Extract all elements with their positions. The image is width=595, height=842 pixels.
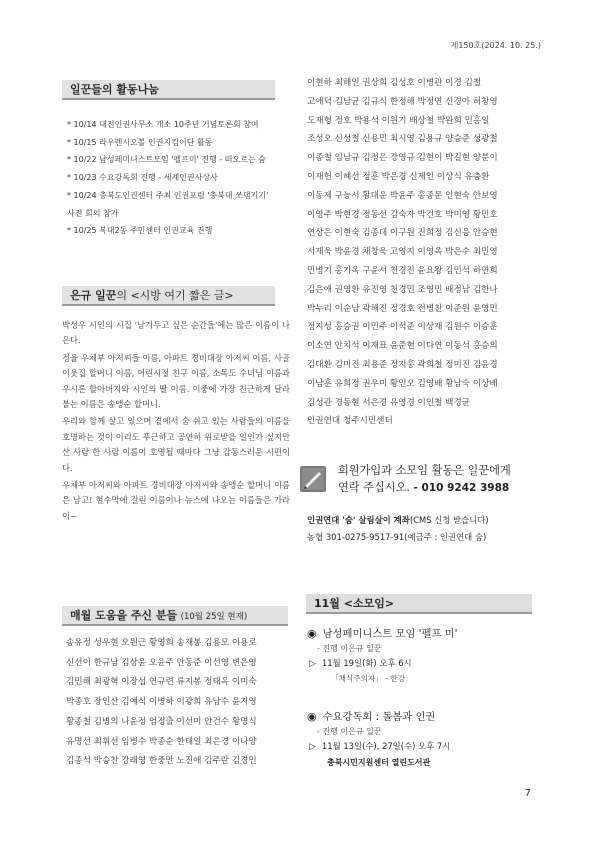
donor-row: 황종철 김병의 나윤정 엄정출 이선미 안건수 황명식 bbox=[66, 716, 257, 727]
list-item: * 10/24 충북도인권센터 주최 인권포럼 '충북대 쏘댐기기' bbox=[67, 190, 269, 200]
account-note: (CMS 신청 받습니다) bbox=[409, 515, 489, 525]
donor-row: 김민해 최광혁 이장섭 연규련 류지봉 정태옥 이미숙 bbox=[66, 677, 257, 688]
account-title: 인권연대 '숨' 살림살이 계좌 bbox=[307, 515, 410, 525]
bullet-icon: ◉ bbox=[307, 627, 317, 640]
essay-paragraph: 박성우 시인의 시집 '남겨두고 싶은 순간들'에는 많은 이름이 나온다. bbox=[62, 320, 290, 346]
essay-paragraph: 우체부 아저씨와 아파트 경비대장 아저씨와 송앵순 할머니 이름은 남고! 현수막에 걸린 이름이나 뉴스에 나오는 이름들은 가라이~ bbox=[62, 480, 290, 521]
triangle-icon: ▷ bbox=[309, 659, 316, 669]
pencil-note-icon bbox=[300, 466, 326, 492]
monthly-donors-date: (10월 25일 현재) bbox=[180, 612, 248, 622]
donor-row: 유명선 최휘선 임병수 박종순 한태일 최은경 이나양 bbox=[66, 736, 257, 747]
contact-box bbox=[300, 462, 540, 510]
donor-row: 민병기 홍기옥 구윤서 천경진 윤요왕 김민석 하연희 bbox=[307, 265, 498, 276]
meetup-material: 「채식주의자」 - 한강 bbox=[331, 674, 406, 683]
donor-row: 이재헌 이혜선 정훈 박은경 신제인 이상식 유충환 bbox=[307, 171, 490, 182]
list-item: * 10/14 대전인권사무소 개소 10주년 기념토론회 참여 bbox=[67, 120, 259, 129]
donor-row: 이현하 최해인 권상희 김성호 이병관 이경 김철 bbox=[307, 78, 482, 88]
donor-row: 연상은 이현숙 김종대 이구원 진희정 김신응 안승현 bbox=[307, 228, 498, 239]
meetup-title: 남성페미니스트 모임 '펠프 미' bbox=[322, 628, 458, 640]
activities-title: 일꾼들의 활동나눔 bbox=[70, 83, 159, 96]
triangle-icon: ▷ bbox=[309, 742, 316, 752]
essay-body bbox=[62, 318, 290, 526]
donor-row: 이동제 구능서 황대운 박윤주 홍종문 인현숙 안보영 bbox=[307, 190, 498, 201]
meetup-schedule: 11월 19일(화) 오후 6시 bbox=[321, 658, 412, 668]
monthly-donors-list bbox=[66, 634, 306, 772]
donor-row: 박누리 이순남 곽해진 정경호 전병찬 이준원 윤영민 bbox=[307, 303, 498, 314]
donor-row: 정지성 홍승권 이민주 이석준 이상재 김원수 이승훈 bbox=[307, 322, 498, 333]
donor-row: 신선이 한규남 김상윤 오윤주 안동준 이선영 변은영 bbox=[66, 657, 257, 668]
meetup-group bbox=[307, 709, 537, 770]
activities-list bbox=[67, 116, 297, 240]
list-item: * 10/22 남성페미니스트모임 '펠프미' 진행 - 떠오르는 숨 bbox=[67, 155, 266, 165]
donor-row: 이종철 임남규 김정은 강영규 김현이 박길현 양분이 bbox=[307, 153, 498, 164]
contact-line1: 회원가입과 소모임 활동은 일꾼에게 bbox=[338, 464, 511, 477]
contact-text bbox=[338, 462, 511, 497]
meetup-group bbox=[307, 626, 537, 686]
essay-paragraph: 정율 우체부 아저씨들 이름, 아파트 경비대장 아저씨 이름, 사골 이웃집 할머니 이름, 어린시절 친구 이름, 소목도 수녀님 이름과 우시론 할아버지와 시인의 딸 이름. 이중에 가장 친근하게 달라 붙는 이름은 송앵순 할머니. bbox=[62, 352, 290, 410]
essay-title-rest: 의 <시방 여기 짧은 글> bbox=[116, 289, 234, 302]
donor-row: 도재형 정호 박용석 이원기 배상철 박완희 민홍일 bbox=[307, 115, 490, 126]
donor-row: 인권연대 청주시민센터 bbox=[307, 416, 393, 427]
page-number: 7 bbox=[524, 788, 531, 799]
donor-row: 김성관 경동현 서은경 유영경 이인철 백경균 bbox=[307, 397, 471, 408]
account-line1 bbox=[307, 514, 489, 526]
donor-row: 고애덕 김남균 김규식 한정해 박정연 신경아 허창영 bbox=[307, 96, 498, 107]
donor-row: 김은애 권영환 유진영 천경민 조영민 배정남 김한나 bbox=[307, 284, 498, 295]
account-number: 농협 301-0275-9517-91(예금주 : 인권연대 숨) bbox=[307, 532, 487, 542]
meetup-lead: - 진행 이은규 일꾼 bbox=[317, 727, 382, 736]
donor-row: 김대환 김미진 최용준 정지홍 곽희철 정미진 김윤경 bbox=[307, 359, 498, 370]
donor-row: 이영주 박현경 정동선 김숙자 박건호 박미영 황민호 bbox=[307, 209, 498, 220]
november-heading: 11월 <소모임> bbox=[306, 594, 532, 614]
meetup-lead: - 진행 이은규 일꾼 bbox=[317, 644, 382, 653]
list-item: * 10/23 수요강독회 진행 - 세계인권사상사 bbox=[67, 173, 218, 183]
activities-heading bbox=[62, 80, 275, 100]
monthly-donors-title: 매월 도움을 주신 분들 bbox=[70, 609, 178, 622]
essay-paragraph: 우리와 함께 살고 있으며 곁에서 숨 쉬고 있는 사람들의 이름을 호명하는 것이 이리도 푸근하고 공연히 위로받을 일인가 싶지만 산 사람 한 사람 이름이 호명될 때마다 그냥 감동스러운 시편이다. bbox=[62, 416, 290, 473]
bullet-icon: ◉ bbox=[307, 710, 317, 723]
list-item: * 10/25 복대2동 주민센터 인권교육 진행 bbox=[67, 226, 213, 236]
meetup-schedule: 11월 13일(수), 27일(수) 오후 7시 bbox=[321, 741, 451, 751]
meetup-title: 수요강독회 : 돌봄과 인권 bbox=[322, 711, 436, 723]
essay-title-bold: 은규 일꾼 bbox=[70, 289, 117, 302]
meetup-place: 충북시민지원센터 열린도서관 bbox=[327, 758, 431, 767]
donor-row: 송유정 성우현 오원근 황영희 송재봉 김용모 이용로 bbox=[66, 638, 257, 648]
list-item: * 10/15 라우렌시오볼 인권지킴이단 활동 bbox=[67, 137, 213, 147]
issue-number: 제150호(2024. 10. 25.) bbox=[450, 41, 541, 50]
essay-heading bbox=[62, 286, 275, 306]
donor-row: 박종호 장인산 김예식 이병하 이광희 유남수 윤지영 bbox=[66, 697, 257, 708]
donor-row: 조성오 신성철 신용민 최시영 김용규 양승준 성광철 bbox=[307, 134, 498, 145]
donor-names-list bbox=[307, 74, 547, 431]
donor-row: 김종석 박승찬 강래영 한중만 노진애 김주란 김경민 bbox=[66, 756, 257, 767]
contact-phone[interactable]: - 010 9242 3988 bbox=[413, 482, 510, 494]
donor-row: 이소연 안치석 이재표 윤준현 이다연 이동석 홍승의 bbox=[307, 341, 498, 352]
donor-row: 서재욱 박윤경 채창욱 고영지 이영옥 박은수 최민영 bbox=[307, 247, 498, 258]
contact-line2: 연락 주십시오. bbox=[338, 481, 410, 494]
list-item: 사전 회의 참가 bbox=[67, 208, 119, 218]
donor-row: 이남훈 유희정 권우미 황인오 김영배 황남숙 이상배 bbox=[307, 378, 498, 389]
monthly-donors-heading bbox=[62, 606, 288, 626]
